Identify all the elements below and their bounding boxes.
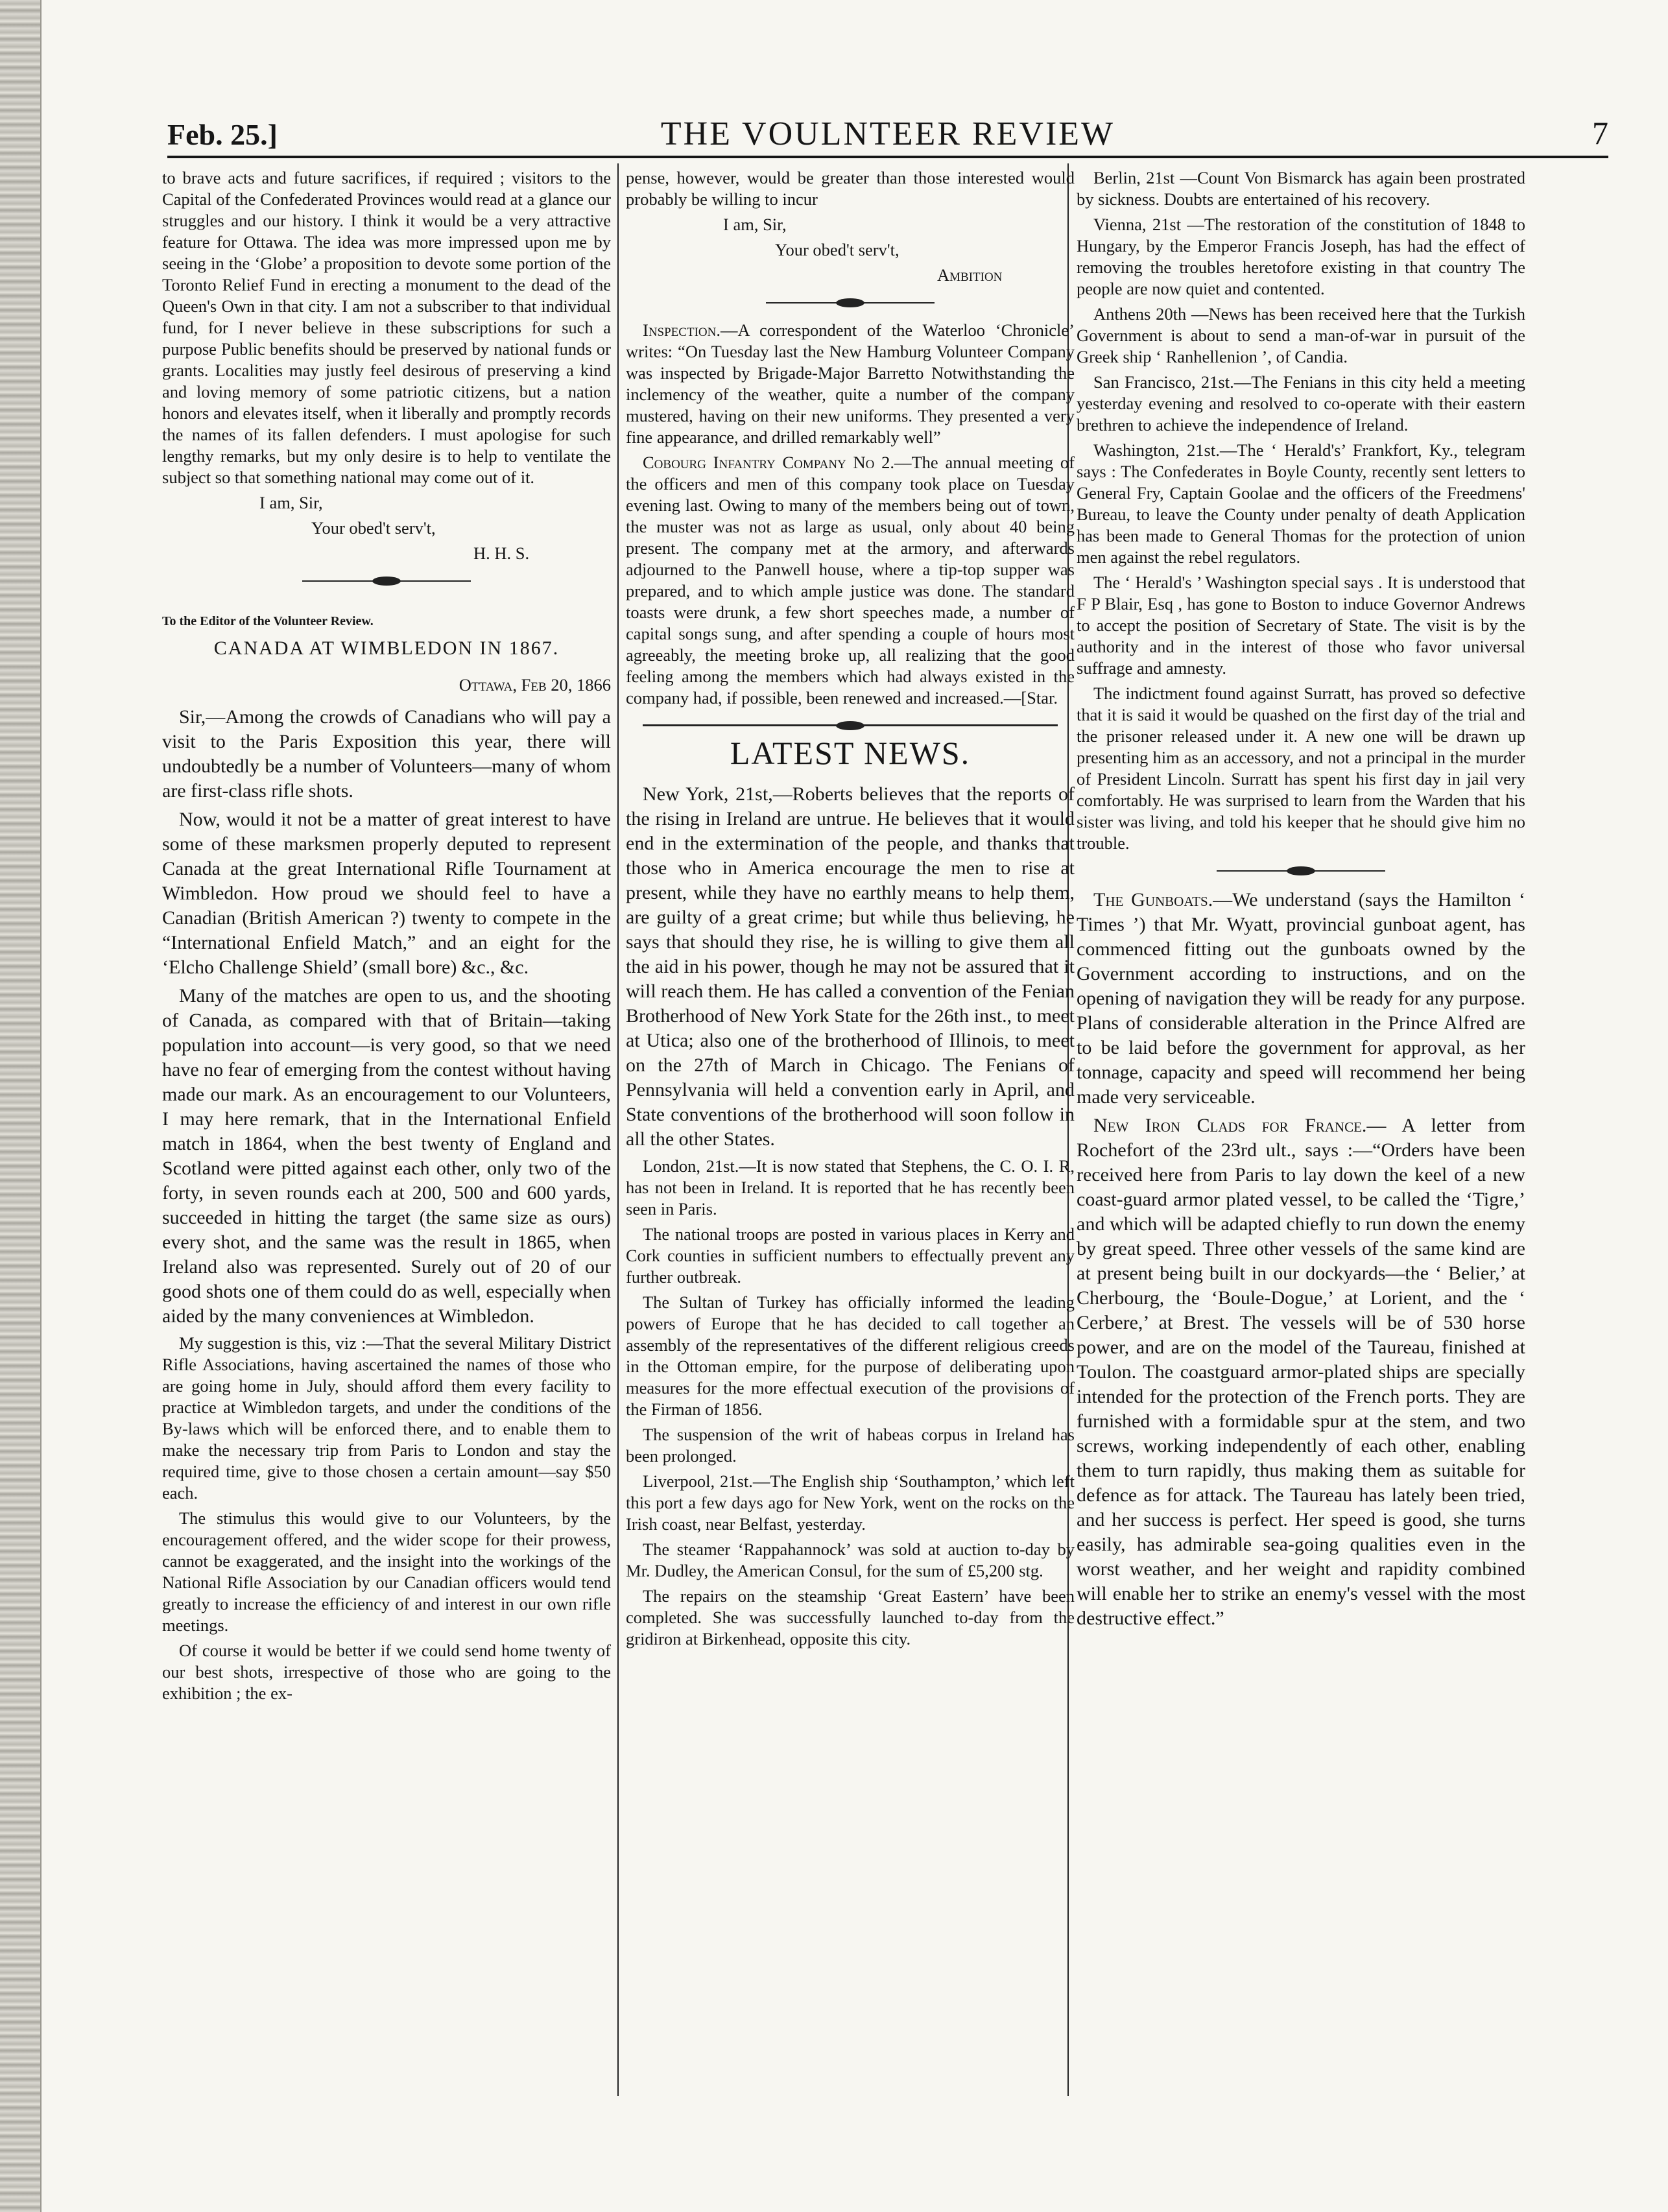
column-left	[162, 167, 611, 1708]
latest-news-heading: LATEST NEWS.	[730, 735, 971, 771]
news-paragraph: The suspension of the writ of habeas corpus in Ireland has been prolonged.	[626, 1425, 1075, 1466]
article-paragraph: Of course it would be better if we could send home twenty of our best shots, irrespective of those who are going to the exhibition ; the ex-	[162, 1641, 611, 1703]
signature-line: Your obed't serv't,	[311, 518, 436, 538]
news-item-iron-clads: New Iron Clads for France.— A letter from Rochefort of the 23rd ult., says :—“Orders have been received here from Paris to lay down the keel of a new coast-guard armor plated vessel, to be called the ‘Tigre,’ and which will be adapted chiefly to run down the enemy by great speed. Three other vessels of the same kind are at present being built in our dockyards—the ‘ Belier,’ at Cherbourg, the ‘Boule-Dogue,’ at Lorient, and the ‘ Cerbere,’ at Brest. The vessels will be of 530 horse power, and are on the model of the Taureau, finished at Toulon. The coastguard armor-plated ships are specially intended for the protection of the French ports. They are furnished with a formidable spur at the stem, and two screws, working independently of each other, enabling them to turn rapidly, thus making them as suitable for defence as for attack. The Taureau has lately been tried, and her success is perfect. Her speed is good, she turns easily, has admirable sea-going qualities even in the worst weather, and her weight and rapidity combined will enable her to strike an enemy's vessel with the most destructive effect.”	[1077, 1115, 1526, 1629]
news-item-cobourg: Cobourg Infantry Company No 2.—The annual meeting of the officers and men of this company took place on Tuesday evening last. Owing to many of the members being out of town, the muster was not as large as usual, only about 40 being present. The company met at the armory, and afterwards adjourned to the Panwell house, where a tip-top supper was prepared, and to which ample justice was done. The standard toasts were drunk, a few short speeches made, a number of capital songs sung, and after spending a couple of hours most agreeably, the meeting broke up, all realizing that the good feeling among the members which had always existed in the company had, if possible, been renewed and increased.—[Star.	[626, 453, 1075, 708]
signature-line: Your obed't serv't,	[775, 240, 900, 259]
news-paragraph: London, 21st.—It is now stated that Stephens, the C. O. I. R, has not been in Ireland. It is reported that he has recently been seen in Paris.	[626, 1156, 1075, 1219]
article-paragraph: My suggestion is this, viz :—That the several Military District Rifle Associations, having ascertained the names of those who are going home in July, should afford them every facility to practice at Wimbledon targets, and under the conditions of the By-laws which will be enforced there, and to enable them to make the necessary trip from Paris to London and stay the required time, give to those chosen a certain amount—say $50 each.	[162, 1333, 611, 1503]
news-paragraph: Anthens 20th —News has been received here that the Turkish Government is about to send a man-of-war in pursuit of the Greek ship ‘ Ranhellenion ’, of Candia.	[1077, 304, 1525, 366]
news-paragraph: Berlin, 21st —Count Von Bismarck has again been prostrated by sickness. Doubts are entertained of his recovery.	[1077, 168, 1525, 209]
signature-line: I am, Sir,	[259, 493, 323, 512]
letter-continued-paragraph: to brave acts and future sacrifices, if required ; visitors to the Capital of the Confederated Provinces would read at a glance our struggles and our history. I think it would be a very attractive feature for Ottawa. The idea was more impressed upon me by seeing in the ‘Globe’ a proposition to devote some portion of the Toronto Relief Fund in erecting a monument to the dead of the Queen's Own in that city. I am not a subscriber to that individual fund, for I never believe in these subscriptions for such a purpose Public benefits should be preserved by national funds or grants. Localities may justly feel desirous of preserving a kind and loving memory of some patriotic citizens, but a nation honors and elevates itself, when it liberally and promptly records the names of its fallen defenders. I must apologise for such lengthy remarks, but my only desire is to help to ventilate the subject so that something national may come out of it.	[162, 168, 611, 487]
news-paragraph: The Sultan of Turkey has officially informed the leading powers of Europe that he has decided to call together an assembly of the representatives of the different religious creeds in the Ottoman empire, for the purpose of deliberating upon measures for the more effectual execution of the provisions of the Firman of 1856.	[626, 1292, 1075, 1419]
signature-name: Ambition	[937, 265, 1003, 285]
article-paragraph: Many of the matches are open to us, and the shooting of Canada, as compared with that of Britain—taking population into account—is very good, so that we need have no fear of emerging from the contest without having made our mark. As an encouragement to our Volunteers, I may here remark, that in the International Enfield match in 1864, when the best twenty of England and Scotland were pitted against each other, only two of the forty, in seven rounds each at 200, 500 and 600 yards, succeeded in hitting the target (the same size as ours) every shot, and the same was the result in 1865, when Ireland also was represented. Surely out of 20 of our good shots one of them could do as well, especially when aided by the many conveniences at Wimbledon.	[162, 985, 611, 1327]
letter-continued-paragraph: pense, however, would be greater than those interested would probably be willing to incur	[626, 168, 1075, 209]
news-item-gunboats: The Gunboats.—We understand (says the Hamilton ‘ Times ’) that Mr. Wyatt, provincial gunboat agent, has commenced fitting out the gunboats owned by the Government according to instructions, and on the opening of navigation they will be ready for any purpose. Plans of considerable alteration in the Prince Alfred are to be laid before the government for approval, as her tonnage, capacity and speed will recommend her being made very serviceable.	[1077, 889, 1525, 1108]
news-item-lead: Inspection.	[643, 320, 721, 340]
column-middle	[626, 167, 1075, 1654]
section-ornament	[1217, 863, 1385, 879]
news-item-lead: New Iron Clads for France.	[1093, 1115, 1367, 1136]
column-right	[1077, 167, 1525, 1635]
news-paragraph: San Francisco, 21st.—The Fenians in this city held a meeting yesterday evening and resolved to co-operate with their eastern brethren to achieve the independence of Ireland.	[1077, 372, 1525, 434]
article-paragraph: The stimulus this would give to our Volunteers, by the encouragement offered, and the wider scope for their prowess, cannot be exaggerated, and the insight into the workings of the National Rifle Association by our Canadian officers would tend greatly to increase the efficiency of and interest in our own rifle meetings.	[162, 1508, 611, 1635]
section-ornament	[643, 718, 1058, 733]
masthead-title: THE VOULNTEER REVIEW	[660, 115, 1115, 152]
page-binding-edge	[0, 0, 42, 2212]
signature-name: H. H. S.	[473, 543, 530, 563]
page-number: 7	[1592, 115, 1608, 151]
article-dateline: Ottawa, Feb 20, 1866	[459, 675, 611, 695]
news-paragraph: Liverpool, 21st.—The English ship ‘Southampton,’ which left this port a few days ago for New York, went on the rocks on the Irish coast, near Belfast, yesterday.	[626, 1471, 1075, 1534]
column-rule-left	[617, 163, 619, 2096]
article-paragraph: Sir,—Among the crowds of Canadians who will pay a visit to the Paris Exposition this year, there will undoubtedly be a number of Volunteers—many of whom are first-class rifle shots.	[162, 706, 611, 802]
issue-date: Feb. 25.]	[167, 118, 278, 151]
section-ornament	[302, 573, 471, 589]
news-paragraph: The repairs on the steamship ‘Great Eastern’ have been completed. She was successfully launched to-day from the gridiron at Birkenhead, opposite this city.	[626, 1586, 1075, 1648]
news-paragraph: The ‘ Herald's ’ Washington special says . It is understood that F P Blair, Esq , has gone to Boston to induce Governor Andrews to accept the position of Secretary of State. The visit is by the authority and in the interest of those who favor universal suffrage and amnesty.	[1077, 573, 1525, 678]
editor-address-line: To the Editor of the Volunteer Review.	[162, 614, 374, 628]
news-paragraph: Vienna, 21st —The restoration of the constitution of 1848 to Hungary, by the Emperor Francis Joseph, has had the effect of removing the troubles heretofore existing in that country The people are now quiet and contented.	[1077, 215, 1525, 298]
section-ornament	[766, 295, 935, 311]
news-paragraph: The indictment found against Surratt, has proved so defective that it is said it would be quashed on the first day of the trial and the prisoner released under it. A new one will be drawn up presenting him as an accessory, and not a principal in the murder of President Lincoln. Surratt has spent his first day in jail very comfortably. He was surprised to learn from the Warden that his sister was living, and told his keeper that he should give him no trouble.	[1077, 684, 1525, 853]
signature-line: I am, Sir,	[723, 215, 787, 234]
article-heading: CANADA AT WIMBLEDON IN 1867.	[213, 637, 560, 659]
news-paragraph: The steamer ‘Rappahannock’ was sold at auction to-day by Mr. Dudley, the American Consul, for the sum of £5,200 stg.	[626, 1540, 1075, 1580]
news-paragraph: The national troops are posted in various places in Kerry and Cork counties in sufficient numbers to effectually prevent any further outbreak.	[626, 1224, 1075, 1287]
news-paragraph: New York, 21st,—Roberts believes that the reports of the rising in Ireland are untrue. He believes that it would end in the extermination of the people, and thanks that those who in America encourage the men to rise at present, while they have no earthly means to help them, are guilty of a great crime; but while thus believing, he says that should they rise, he is willing to give them all the aid in his power, though he may not be assured that it will reach them. He has called a convention of the Fenian Brotherhood of New York State for the 26th inst., to meet at Utica; also one of the brotherhood of Illinois, to meet on the 27th of March in Chicago. The Fenians of Pennsylvania will held a convention early in April, and State conventions of the brotherhood will soon follow in all the other States.	[626, 783, 1075, 1150]
news-item-inspection: Inspection.—A correspondent of the Waterloo ‘Chronicle’ writes: “On Tuesday last the New Hamburg Volunteer Company was inspected by Brigade-Major Barretto Notwithstanding the inclemency of the weather, quite a number of the company mustered, having on their new uniforms. They presented a very fine appearance, and drilled remarkably well”	[626, 320, 1075, 447]
news-paragraph: Washington, 21st.—The ‘ Herald's’ Frankfort, Ky., telegram says : The Confederates in Boyle County, recently sent letters to General Fry, Captain Goolae and the officers of the Freedmens' Bureau, to leave the County under penalty of death Application has been made to General Thomas for the protection of union men against the rebel regulators.	[1077, 440, 1525, 567]
news-item-lead: The Gunboats.	[1093, 889, 1213, 910]
news-item-lead: Cobourg Infantry Company No 2.	[643, 453, 894, 472]
article-paragraph: Now, would it not be a matter of great interest to have some of these marksmen properly deputed to represent Canada at the great International Rifle Tournament at Wimbledon. How proud we should feel to have a Canadian (British American ?) twenty to compete in the “International Enfield Match,” and an eight for the ‘Elcho Challenge Shield’ (small bore) &c., &c.	[162, 809, 611, 978]
page-header	[167, 117, 1608, 158]
